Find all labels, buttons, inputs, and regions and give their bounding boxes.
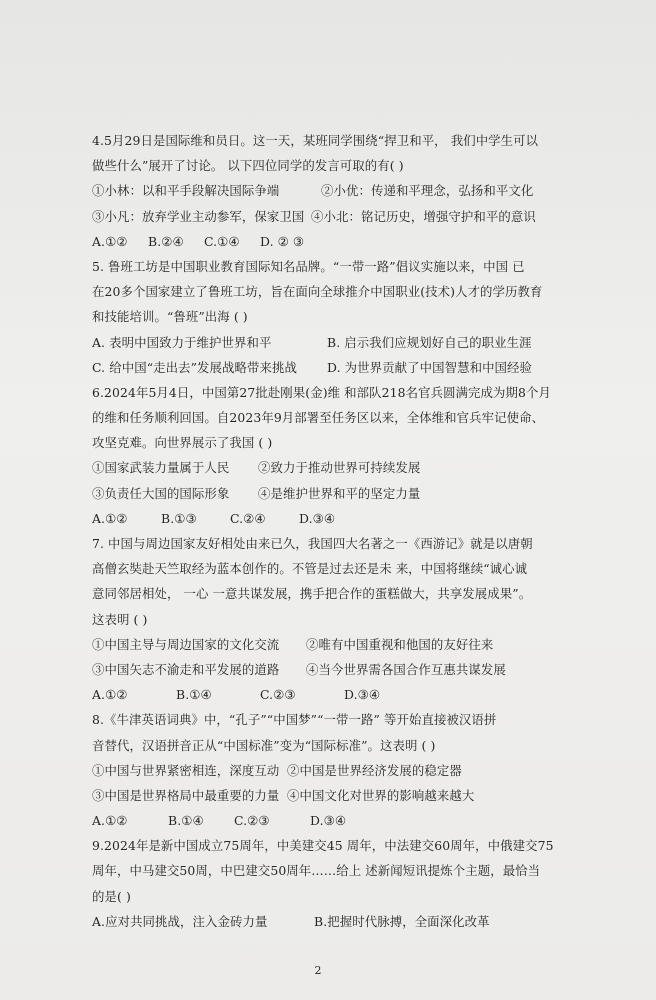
answer-choice: D.③④ <box>344 687 381 703</box>
statement: ③中国矢志不渝走和平发展的道路 <box>92 661 280 677</box>
answer-choice: A.①② <box>92 687 128 703</box>
question-stem-line: 和技能培训。“鲁班”出海 ( ) <box>92 309 248 325</box>
question-stem-line: 周年，中马建交50周，中巴建交50周年……给上 述新闻短讯提炼个主题，最恰当 <box>92 863 541 879</box>
statement-row <box>92 455 542 480</box>
answer-choice: C.②④ <box>230 510 266 526</box>
statement: ④小北：铭记历史，增强守护和平的意识 <box>311 208 536 224</box>
question-stem-line: 8.《牛津英语词典》中，“孔子”“中国梦”“一带一路” 等开始直接被汉语拼 <box>92 712 497 728</box>
question-stem-line: 的维和任务顺利回国。自2023年9月部署至任务区以来，全体维和官兵牢记使命、 <box>92 410 545 426</box>
question-stem-line: 意同邻居相处， 一心 一意共谋发展，携手把合作的蛋糕做大，共享发展成果”。 <box>92 586 532 602</box>
answer-row <box>92 682 542 707</box>
statement: ①小林：以和平手段解决国际争端 <box>92 183 280 199</box>
answer-choice: B.①④ <box>168 813 204 829</box>
question-stem-line: 高僧玄奘赴天竺取经为蓝本创作的。不管是过去还是未 来，中国将继续“诚心诚 <box>92 561 528 577</box>
statement-row <box>92 632 542 657</box>
statement-row <box>92 481 542 506</box>
answer-choice: A.①② <box>92 233 128 249</box>
statement: ①国家武装力量属于人民 <box>92 460 230 476</box>
question-stem-line: 4.5月29日是国际维和员日。这一天，某班同学围绕“捍卫和平， 我们中学生可以 <box>92 133 539 148</box>
answer-choice: A.①② <box>92 813 128 829</box>
answer-row <box>92 808 542 833</box>
question-8 <box>92 707 542 833</box>
question-stem-line: 9.2024年是新中国成立75周年，中美建交45 周年，中法建交60周年，中俄建交75 <box>92 838 554 854</box>
statement: ②致力于推动世界可持续发展 <box>258 460 421 476</box>
option: A.应对共同挑战，注入金砖力量 <box>92 913 268 929</box>
statement: ④中国文化对世界的影响越来越大 <box>287 787 475 803</box>
answer-choice: D. ② ③ <box>260 233 305 249</box>
statement-row <box>92 783 542 808</box>
statement: ①中国与世界紧密相连，深度互动 <box>92 762 280 778</box>
question-stem-line: 在20多个国家建立了鲁班工坊，旨在面向全球推介中国职业(技术)人才的学历教育 <box>92 284 543 300</box>
option-row <box>92 330 542 355</box>
question-stem-line: 5. 鲁班工坊是中国职业教育国际知名品牌。“一带一路”倡议实施以来，中国 已 <box>92 258 525 274</box>
question-7 <box>92 531 542 707</box>
statement: ④当今世界需各国合作互惠共谋发展 <box>306 661 506 677</box>
answer-choice: C.②③ <box>234 813 270 829</box>
option: D. 为世界贡献了中国智慧和中国经验 <box>327 359 533 375</box>
statement-row <box>92 657 542 682</box>
question-stem-line: 这表明 ( ) <box>92 611 148 627</box>
statement: ②中国是世界经济发展的稳定器 <box>287 762 462 778</box>
statement: ③中国是世界格局中最重要的力量 <box>92 787 280 803</box>
question-stem-line: 7. 中国与周边国家友好相处由来已久，我国四大名著之一《西游记》就是以唐朝 <box>92 536 533 551</box>
statement-row <box>92 178 542 203</box>
answer-row <box>92 229 542 254</box>
answer-choice: D.③④ <box>310 813 347 829</box>
option: C. 给中国“走出去”发展战略带来挑战 <box>92 359 297 375</box>
question-stem-line: 音替代，汉语拼音正从“中国标准”变为“国际标准”。这表明 ( ) <box>92 737 436 753</box>
statement: ③小凡：放弃学业主动参军，保家卫国 <box>92 208 305 224</box>
answer-choice: D.③④ <box>299 510 336 526</box>
page-number: 2 <box>314 964 322 977</box>
answer-choice: C.②③ <box>260 687 296 703</box>
answer-choice: B.①③ <box>161 510 197 526</box>
exam-content <box>92 128 554 934</box>
statement-row <box>92 758 542 783</box>
statement: ④是维护世界和平的坚定力量 <box>258 485 421 501</box>
question-5 <box>92 254 542 380</box>
statement: ①中国主导与周边国家的文化交流 <box>92 636 280 652</box>
question-stem-line: 6.2024年5月4日，中国第27批赴刚果(金)维 和部队218名官兵圆满完成为期8个月 <box>92 384 551 400</box>
answer-row <box>92 506 542 531</box>
option-row <box>92 355 542 380</box>
option: B. 启示我们应规划好自己的职业生涯 <box>327 334 532 350</box>
statement: ②小优：传递和平理念，弘扬和平文化 <box>321 183 534 199</box>
statement-row <box>92 204 542 229</box>
option-row <box>92 909 542 934</box>
answer-choice: C.①④ <box>204 233 240 249</box>
question-9 <box>92 833 554 934</box>
question-stem-line: 做些什么”展开了讨论。 以下四位同学的发言可取的有( ) <box>92 158 404 174</box>
question-stem-line: 攻坚克难。向世界展示了我国 ( ) <box>92 435 273 451</box>
statement: ②唯有中国重视和他国的友好往来 <box>306 636 494 652</box>
answer-choice: A.①② <box>92 510 128 526</box>
question-stem-line: 的是( ) <box>92 888 131 904</box>
question-4 <box>92 128 542 254</box>
question-6 <box>92 380 551 531</box>
option: A. 表明中国致力于维护世界和平 <box>92 334 272 350</box>
answer-choice: B.①④ <box>176 687 212 703</box>
statement: ③负责任大国的国际形象 <box>92 485 230 501</box>
answer-choice: B.②④ <box>148 233 184 249</box>
option: B.把握时代脉搏，全面深化改革 <box>314 913 490 929</box>
